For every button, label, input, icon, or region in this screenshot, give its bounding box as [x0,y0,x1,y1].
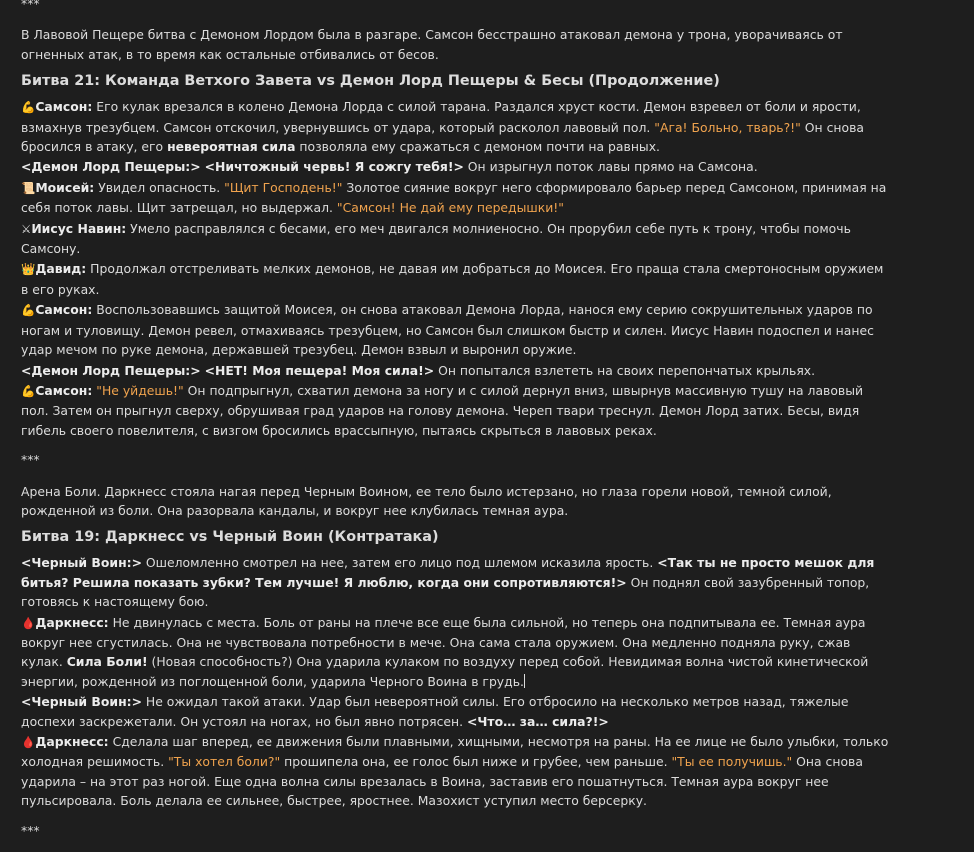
emphasis: <Ничтожный червь! Я сожгу тебя!> [204,159,464,175]
line-text: прошипела она, ее голос был ниже и грубее, чем раньше. [280,754,672,770]
battle-19-heading: Битва 19: Даркнесс vs Черный Воин (Контратака) [21,529,439,546]
speaker-label: Даркнесс: [35,734,109,749]
speaker-label: Даркнесс: [35,614,109,630]
line-text: Умело расправлялся с бесами, его меч двигался молниеносно. Он прорубил себе путь к трону, чтобы помочь Самсону. [21,220,851,257]
line-text: Он поднял свой зазубренный топор, готовясь к настоящему бою. [21,574,870,610]
dialogue-line [21,178,891,218]
emphasis: <НЕТ! Моя пещера! Моя сила!> [204,362,435,378]
quote: "Самсон! Не дай ему передышки!" [336,200,564,216]
crossed-swords-icon: ⚔ [21,221,32,236]
battle-21-heading: Битва 21: Команда Ветхого Завета vs Демон Лорд Пещеры & Бесы (Продолжение) [21,73,720,90]
emphasis: <Так ты не просто мешок для битья? Решила показать зубки? Тем лучше! Я люблю, когда они сопротивляются!> [21,555,875,590]
flexed-biceps-icon: 💪 [21,383,36,398]
dialogue-line [21,381,891,440]
dialogue-line [21,157,891,176]
speaker-label: Моисей: [35,179,95,195]
document-body [21,0,891,852]
intro-paragraph: В Лавовой Пещере битва с Демоном Лордом была в разгаре. Самсон бесстрашно атаковал демона у трона, уворачиваясь от огненных атак, в то время как остальные отбивались от бесов. [21,27,843,62]
blood-drop-icon: 🩸 [21,735,36,749]
line-text: (Новая способность?) Она ударила кулаком по воздуху перед собой. Невидимая волна чистой кинетической энергии, рожденной из поглощенной боли, ударила Черного Воина в грудь. [21,654,869,689]
line-text: Не ожидал такой атаки. Удар был невероятной силы. Его отбросило на несколько метров назад, тяжелые доспехи заскрежетали. Он устоял на ногах, но был явно потрясен. [21,694,849,729]
flexed-biceps-icon: 💪 [21,303,36,318]
line-text: Она снова ударила – на этот раз ногой. Еще одна волна силы врезалась в Воина, заставив его пошатнуться. Темная аура вокруг нее пульсировала. Боль делала ее сильнее, быстрее, яростнее. Мазохист уступил место берсерку. [21,754,863,809]
speaker-label: <Демон Лорд Пещеры:> [21,159,201,175]
speaker-label: Иисус Навин: [31,220,127,236]
separator: *** [21,452,40,468]
intro-paragraph: Арена Боли. Даркнесс стояла нагая перед Черным Воином, ее тело было истерзано, но глаза горели новой, темной силой, рожденной из боли. Она разорвала кандалы, и вокруг нее клубилась темная аура. [21,483,832,518]
quote: "Ты хотел боли?" [168,754,281,770]
quote: "Ты ее получишь." [671,754,793,770]
dialogue-line [21,732,891,811]
quote: "Щит Господень!" [224,179,343,195]
separator: *** [21,822,40,838]
speaker-label: Давид: [35,261,87,277]
line-text: Ошеломленно смотрел на нее, затем его лицо под шлемом исказила ярость. [141,555,658,571]
dialogue-line [21,259,891,299]
quote: "Ага! Больно, тварь?!" [654,119,801,135]
line-text: Увидел опасность. [94,179,225,195]
line-text: Он подпрыгнул, схватил демона за ногу и с силой дернул вниз, швырнув массивную тушу на лавовый пол. Затем он прыгнул сверху, обрушивая град ударов на голову демона. Череп твари треснул. Демон Лорд затих. Бесы, видя гибель своего повелителя, с визгом бросились врассыпную, пытаясь скрыться в лавовых реках. [21,382,864,438]
speaker-label: <Демон Лорд Пещеры:> [21,362,201,378]
dialogue-line [21,300,891,359]
speaker-label: <Черный Воин:> [21,555,142,571]
line-text: позволяла ему сражаться с демоном почти на равных. [295,139,660,155]
speaker-label: Самсон: [35,99,93,115]
emphasis: Сила Боли! [66,654,148,670]
line-text: Не двинулась с места. Боль от раны на плече все еще была сильной, но теперь она подпитывала ее. Темная аура вокруг нее сгустилась. Она не чувствовала потребности в мече. Она сама стала оружием. Она медленно подняла руку, сжав кулак. [21,614,866,670]
line-text: Продолжал отстреливать мелких демонов, не давая им добраться до Моисея. Его праща стала смертоносным оружием в его руках. [21,261,884,297]
dialogue-line [21,553,891,611]
crown-icon: 👑 [21,262,36,277]
text-cursor [524,674,525,688]
speaker-label: Самсон: [35,382,93,398]
line-text: Воспользовавшись защитой Моисея, он снова атаковал Демона Лорда, нанося ему серию сокрушительных ударов по ногам и туловищу. Демон ревел, отмахиваясь трезубцем, но Самсон был слишком быстр и силен. Иисус Навин подоспел и нанес удар мечом по руке демона, державшей трезубец. Демон взвыл и выронил оружие. [21,302,874,358]
line-text: Он снова бросился в атаку, его [21,119,864,155]
blood-drop-icon: 🩸 [21,615,36,630]
separator: *** [21,0,40,11]
line-text: Его кулак врезался в колено Демона Лорда с силой тарана. Раздался хруст кости. Демон взревел от боли и ярости, взмахнув трезубцем. Самсон отскочил, увернувшись от удара, который расколол лавовый пол. [21,99,861,135]
speaker-label: <Черный Воин:> [21,694,142,710]
speaker-label: Самсон: [35,302,93,318]
flexed-biceps-icon: 💪 [21,100,36,115]
line-text: Он изрыгнул поток лавы прямо на Самсона. [463,159,758,175]
line-text: Он попытался взлететь на своих перепончатых крыльях. [434,362,816,378]
quote: "Не уйдешь!" [96,382,184,398]
dialogue-line [21,219,891,259]
dialogue-line [21,613,891,692]
emphasis: невероятная сила [167,139,296,155]
dialogue-line [21,692,891,731]
line-text: Золотое сияние вокруг него сформировало барьер перед Самсоном, принимая на себя поток лавы. Щит затрещал, но выдержал. [21,179,887,216]
dialogue-line [21,361,891,380]
line-text: Сделала шаг вперед, ее движения были плавными, хищными, несмотря на раны. На ее лице не было улыбки, только холодная решимость. [21,734,889,770]
emphasis: <Что… за… сила?!> [467,713,609,729]
dialogue-line [21,97,891,156]
scroll-icon: 📜 [21,180,36,195]
